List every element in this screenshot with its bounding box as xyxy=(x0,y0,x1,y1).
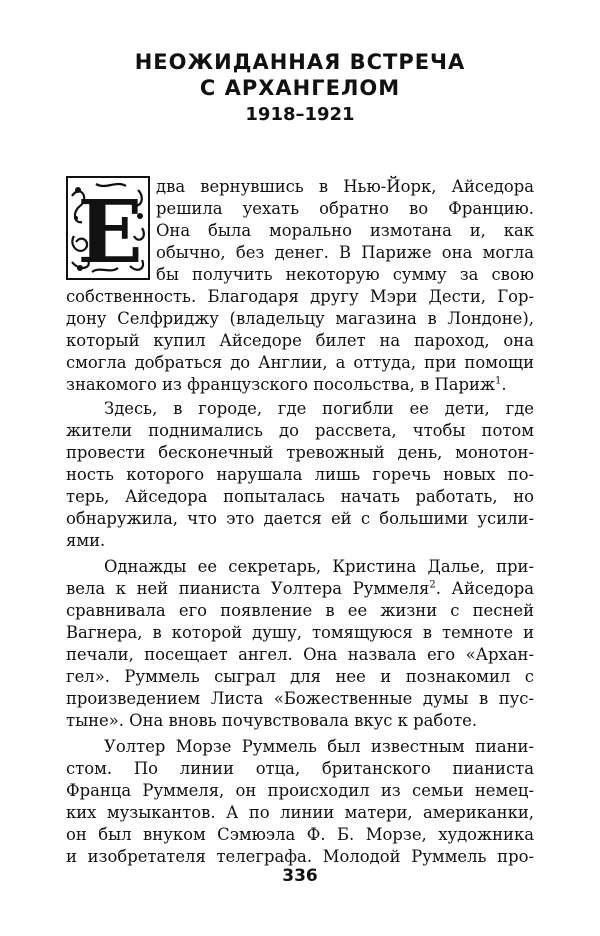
text-line: обычно, без денег. В Париже она могла xyxy=(156,243,534,262)
footnote-marker[interactable]: 2 xyxy=(429,579,436,591)
text-line: знакомого из французского посольства, в Париж$^1$. xyxy=(66,375,507,394)
text-segment: . Айседора xyxy=(435,579,534,598)
text-line: провести бесконечный тревожный день, монотон- xyxy=(66,443,534,462)
text-line: произведением Листа «Божественные думы в пус- xyxy=(66,689,534,708)
text-line: тыне». Она вновь почувствовала вкус к работе. xyxy=(66,711,478,730)
text-segment: знакомого из французского посольства, в Париж xyxy=(66,375,496,394)
text-line: обнаружила, что это дается ей с большими усили- xyxy=(66,509,534,528)
text-line: гел». Руммель сыграл для нее и познакомил с xyxy=(66,667,534,686)
text-line: собственность. Благодаря другу Мэри Дести, Гор- xyxy=(66,287,534,306)
text-line: Она была морально измотана и, как xyxy=(156,221,534,240)
text-line: бы получить некоторую сумму за свою xyxy=(156,265,534,284)
chapter-title-line-2: С АРХАНГЕЛОМ xyxy=(199,76,401,100)
chapter-title-line-1: НЕОЖИДАННАЯ ВСТРЕЧА xyxy=(134,50,466,74)
text-line: он был внуком Сэмюэла Ф. Б. Морзе, художника xyxy=(66,825,534,844)
text-line: Вагнера, в которой душу, томящуюся в темноте и xyxy=(66,623,534,642)
text-line: терь, Айседора попыталась начать работать, но xyxy=(66,487,534,506)
text-line: печали, посещает ангел. Она назвала его «Архан- xyxy=(66,645,534,664)
text-line: Однажды ее секретарь, Кристина Дальe, при- xyxy=(104,557,534,576)
text-line xyxy=(66,578,534,600)
ornamental-drop-cap xyxy=(66,176,150,280)
text-line: ность которого нарушала лишь горечь новых по- xyxy=(66,465,534,484)
text-line: стом. По линии отца, британского пианиста xyxy=(66,759,534,778)
text-line: дону Селфриджу (владельцу магазина в Лондоне), xyxy=(66,309,534,328)
text-line: решила уехать обратно во Францию. xyxy=(156,199,534,218)
text-line: ями. xyxy=(66,531,106,550)
text-line: который купил Айседоре билет на пароход, она xyxy=(66,331,534,350)
drop-cap-letter: Е xyxy=(77,182,143,280)
page-number: 336 xyxy=(282,866,318,886)
text-line: два вернувшись в Нью-Йорк, Айседора xyxy=(156,177,534,196)
text-line: Уолтер Морзе Руммель был известным пиани- xyxy=(104,737,534,756)
footnote-marker[interactable]: 1 xyxy=(495,375,502,387)
text-line: жители поднимались до рассвета, чтобы потом xyxy=(66,421,534,440)
chapter-years: 1918–1921 xyxy=(245,104,355,125)
text-line: и изобретателя телеграфа. Молодой Руммель про- xyxy=(66,847,534,866)
text-line: Здесь, в городе, где погибли ее дети, где xyxy=(104,399,534,418)
text-line: сравнивала его появление в ее жизни с песней xyxy=(66,601,534,620)
text-line: смогла добраться до Англии, а оттуда, при помощи xyxy=(66,353,534,372)
text-line: Франца Руммеля, он происходил из семьи немец- xyxy=(66,781,534,800)
text-line: ких музыкантов. А по линии матери, американки, xyxy=(66,803,534,822)
text-segment: вела к ней пианиста Уолтера Руммеля xyxy=(66,579,430,598)
